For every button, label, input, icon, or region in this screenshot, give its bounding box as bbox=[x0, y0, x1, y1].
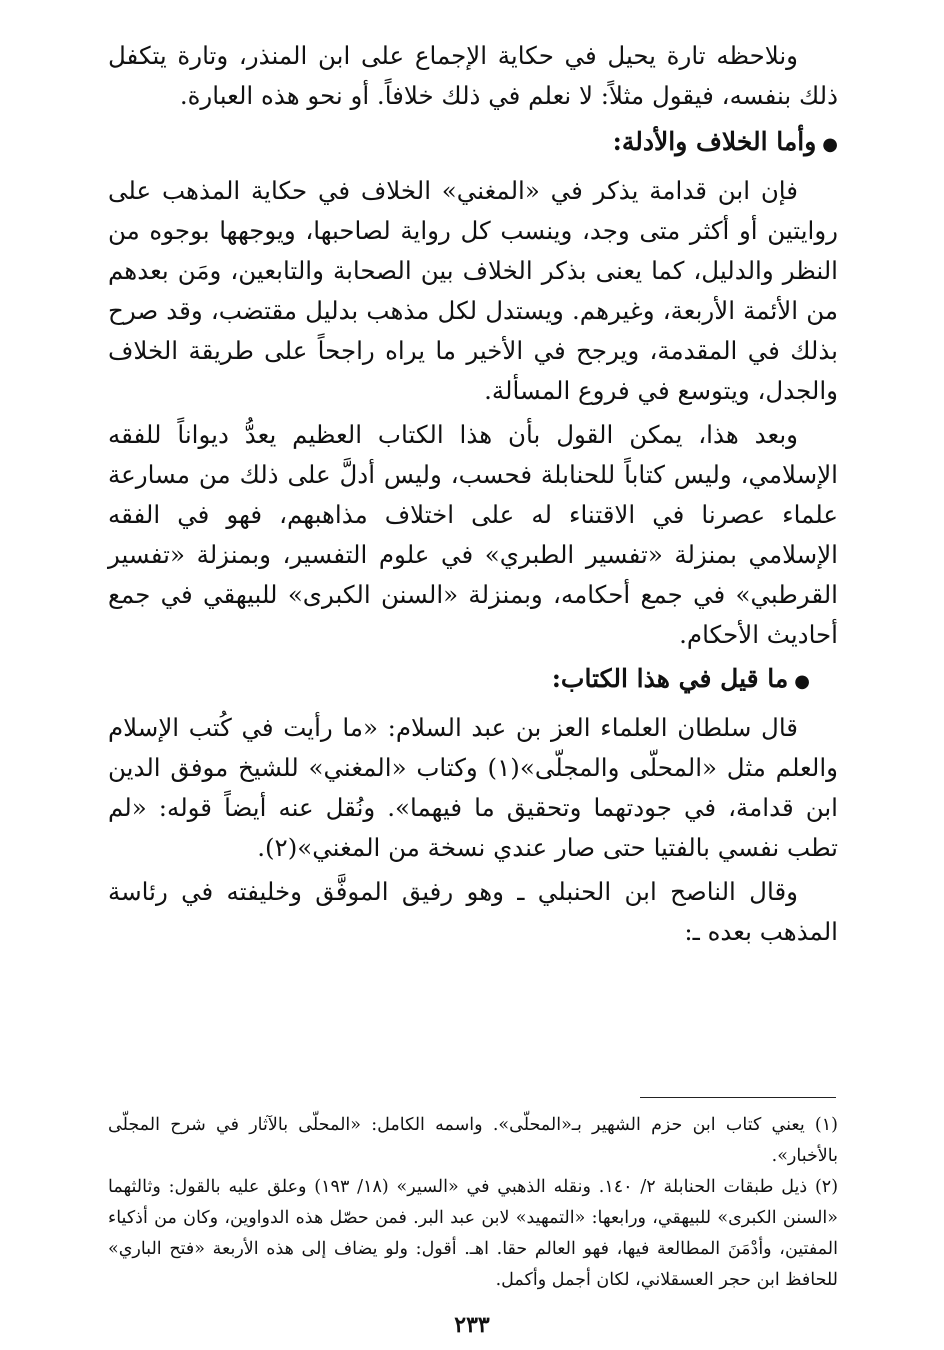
heading-ma-qila bbox=[108, 659, 838, 702]
bullet-icon: ● bbox=[822, 134, 838, 155]
paragraph-ijma: ونلاحظه تارة يحيل في حكاية الإجماع على ابن المنذر، وتارة يتكفل ذلك بنفسه، فيقول مثلاً: لا نعلم في ذلك خلافاً. أو نحو هذه العبارة. bbox=[108, 41, 838, 110]
footnotes bbox=[108, 1110, 838, 1296]
bullet-icon: ● bbox=[794, 671, 810, 692]
heading-khilaf-text: وأما الخلاف والأدلة: bbox=[612, 127, 817, 156]
paragraph-nasih: وقال الناصح ابن الحنبلي ـ وهو رفيق الموفَّق وخليفته في رئاسة المذهب بعده ـ: bbox=[108, 877, 838, 946]
paragraph-khilaf: فإن ابن قدامة يذكر في «المغني» الخلاف في حكاية المذهب على روايتين أو أكثر متى وجد، وينسب كل رواية لصاحبها، ويوجهها بوجوه من النظر والدليل، كما يعنى بذكر الخلاف بين الصحابة والتابعين، ومَن بعدهم من الأئمة الأربعة، وغيرهم. ويستدل لكل مذهب بدليل مقتضب، وقد صرح بذلك في المقدمة، ويرجح في الأخير ما يراه راجحاً على طريقة الخلاف والجدل، ويتوسع في فروع المسألة. bbox=[108, 176, 838, 405]
heading-ma-qila-text: ما قيل في هذا الكتاب: bbox=[551, 664, 789, 693]
paragraph-izz: قال سلطان العلماء العز بن عبد السلام: «ما رأيت في كُتب الإسلام والعلم مثل «المحلّى والمجلّى»(١) وكتاب «المغني» للشيخ موفق الدين ابن قدامة، في جودتهما وتحقيق ما فيهما». ونُقل عنه أيضاً قوله: «لم تطب نفسي بالفتيا حتى صار عندي نسخة من المغني»(٢). bbox=[108, 713, 838, 862]
page-body bbox=[108, 36, 838, 952]
heading-khilaf bbox=[108, 122, 838, 165]
footnote-divider bbox=[640, 1097, 836, 1098]
footnote-1: (١) يعني كتاب ابن حزم الشهير بـ«المحلّى». واسمه الكامل: «المحلّى بالآثار في شرح المجلّى بالأخبار». bbox=[108, 1115, 838, 1166]
page-number: ٢٣٣ bbox=[454, 1312, 490, 1338]
paragraph-diwan: وبعد هذا، يمكن القول بأن هذا الكتاب العظيم يعدُّ ديواناً للفقه الإسلامي، وليس كتاباً للحنابلة فحسب، وليس أدلَّ على ذلك من مسارعة علماء عصرنا في الاقتناء له على اختلاف مذاهبهم، فهو في الفقه الإسلامي بمنزلة «تفسير الطبري» في علوم التفسير، وبمنزلة «تفسير القرطبي» في جمع أحكامه، وبمنزلة «السنن الكبرى» للبيهقي في جمع أحاديث الأحكام. bbox=[108, 420, 838, 649]
footnote-2: (٢) ذيل طبقات الحنابلة ٢/ ١٤٠. ونقله الذهبي في «السير» (١٨/ ١٩٣) وعلق عليه بالقول: وثالثهما «السنن الكبرى» للبيهقي، ورابعها: «التمهيد» لابن عبد البر. فمن حصّل هذه الدواوين، وكان من أذكياء المفتين، وأدْمَنَ المطالعة فيها، فهو العالم حقا. اهـ. أقول: ولو يضاف إلى هذه الأربعة «فتح الباري» للحافظ ابن حجر العسقلاني، لكان أجمل وأكمل. bbox=[108, 1177, 839, 1290]
